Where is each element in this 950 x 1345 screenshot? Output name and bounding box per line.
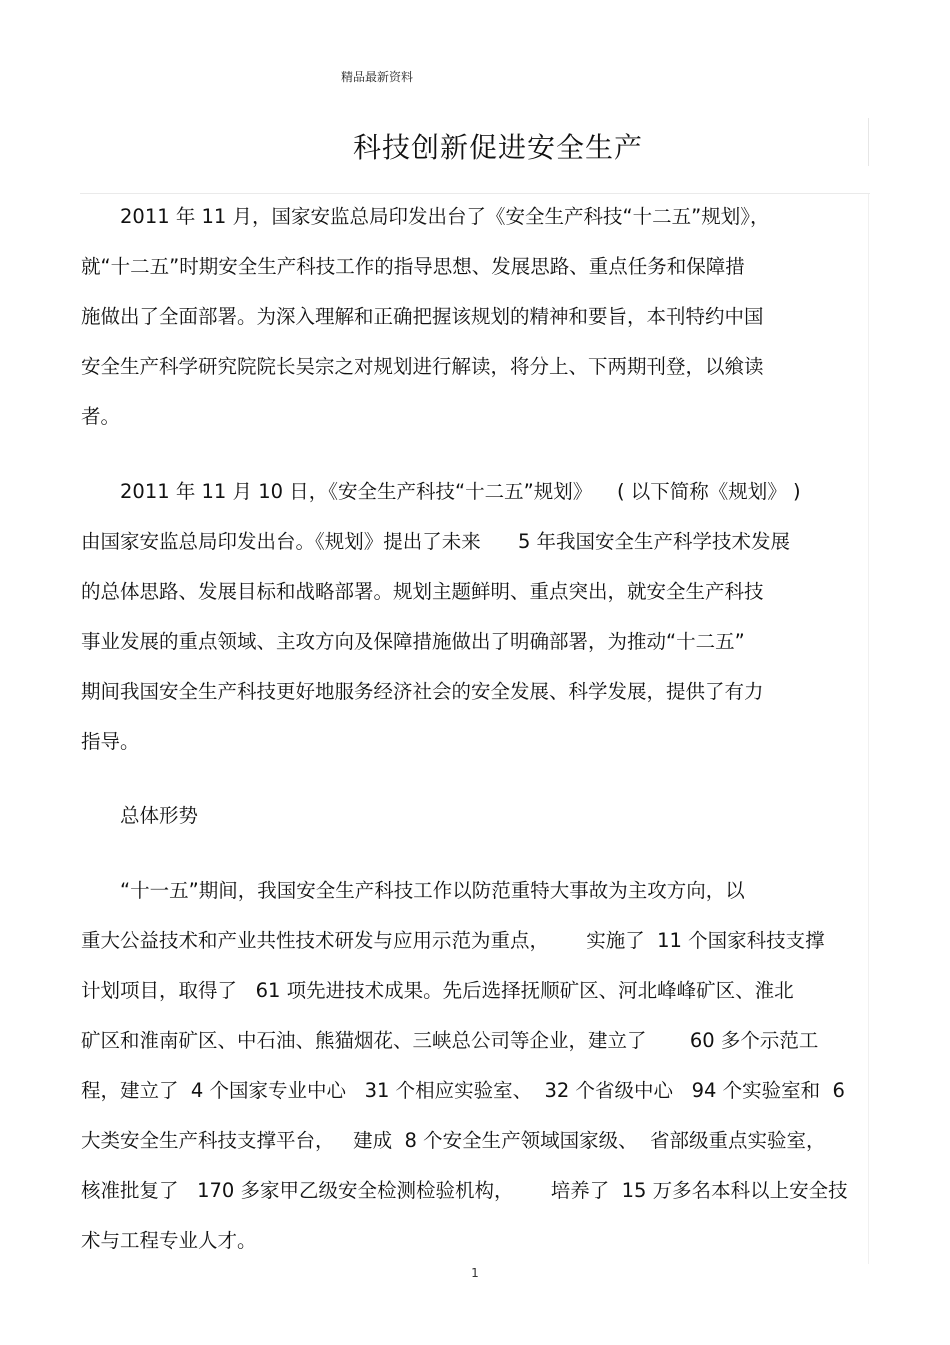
paragraph-1-line-1: 2011 年 11 月，国家安监总局印发出台了《安全生产科技“十二五”规划》， (120, 205, 770, 228)
paragraph-1-line-3: 施做出了全面部署。为深入理解和正确把握该规划的精神和要旨，本刊特约中国 (81, 305, 764, 328)
paragraph-3-line-6: 大类安全生产科技支撑平台， 建成 8 个安全生产领域国家级、 省部级重点实验室， (81, 1129, 826, 1152)
title-divider (80, 193, 870, 194)
right-margin-rule (868, 194, 869, 1264)
paragraph-1-line-4: 安全生产科学研究院院长吴宗之对规划进行解读，将分上、下两期刊登，以飨读 (81, 355, 764, 378)
paragraph-2-line-6: 指导。 (81, 730, 140, 753)
paragraph-2-line-3: 的总体思路、发展目标和战略部署。规划主题鲜明、重点突出，就安全生产科技 (81, 580, 764, 603)
document-title: 科技创新促进安全生产 (352, 131, 643, 164)
paragraph-3-line-2: 重大公益技术和产业共性技术研发与应用示范为重点， 实施了 11 个国家科技支撑 (81, 929, 825, 952)
paragraph-3-line-5: 程，建立了 4 个国家专业中心 31 个相应实验室、 32 个省级中心 94 个实验室和 6 (81, 1079, 845, 1102)
paragraph-2-line-2: 由国家安监总局印发出台。《规划》提出了未来 5 年我国安全生产科学技术发展 (81, 530, 791, 553)
paragraph-3-line-8: 术与工程专业人才。 (81, 1229, 257, 1252)
section-heading: 总体形势 (120, 804, 199, 827)
paragraph-2-line-4: 事业发展的重点领域、主攻方向及保障措施做出了明确部署，为推动“十二五” (81, 630, 745, 653)
paragraph-3-line-1: “十一五”期间，我国安全生产科技工作以防范重特大事故为主攻方向，以 (120, 879, 745, 902)
paragraph-1-line-2: 就“十二五”时期安全生产科技工作的指导思想、发展思路、重点任务和保障措 (81, 255, 745, 278)
paragraph-2-line-5: 期间我国安全生产科技更好地服务经济社会的安全发展、科学发展，提供了有力 (81, 680, 764, 703)
paragraph-3-line-3: 计划项目，取得了 61 项先进技术成果。先后选择抚顺矿区、河北峰峰矿区、淮北 (81, 979, 794, 1002)
paragraph-3-line-4: 矿区和淮南矿区、中石油、熊猫烟花、三峡总公司等企业，建立了 60 多个示范工 (81, 1029, 819, 1052)
page-header-label: 精品最新资料 (341, 70, 414, 84)
page-number: 1 (471, 1266, 479, 1280)
paragraph-2-line-1: 2011 年 11 月 10 日，《安全生产科技“十二五”规划》 ( 以下简称《规划》 ) (120, 480, 801, 503)
paragraph-1-line-5: 者。 (81, 405, 121, 428)
paragraph-3-line-7: 核准批复了 170 多家甲乙级安全检测检验机构， 培养了 15 万多名本科以上安全技 (81, 1179, 848, 1202)
